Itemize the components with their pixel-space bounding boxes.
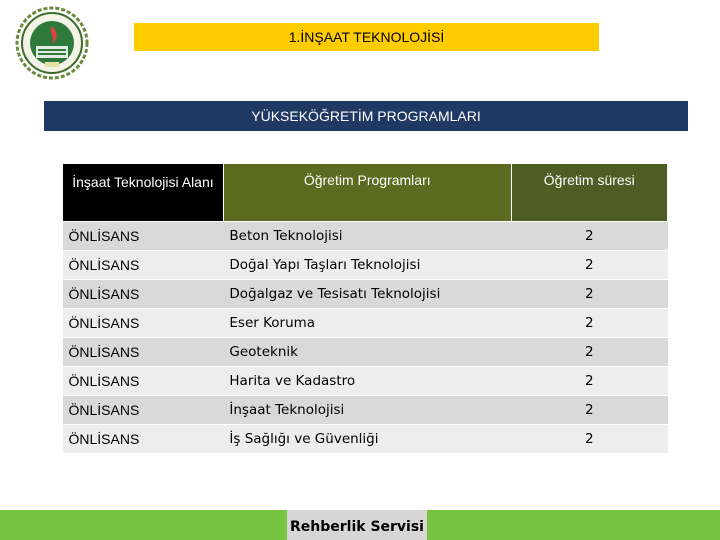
program-cell: İnşaat Teknolojisi [223, 396, 511, 425]
duration-cell: 2 [511, 338, 667, 367]
table-row [63, 280, 668, 309]
program-cell: Geoteknik [223, 338, 511, 367]
table-row [63, 367, 668, 396]
level-cell: ÖNLİSANS [63, 251, 224, 280]
duration-cell: 2 [511, 251, 667, 280]
program-cell: Doğal Yapı Taşları Teknolojisi [223, 251, 511, 280]
duration-cell: 2 [511, 280, 667, 309]
program-cell: İş Sağlığı ve Güvenliği [223, 425, 511, 454]
table-header-row [63, 164, 668, 222]
level-cell: ÖNLİSANS [63, 425, 224, 454]
column-header-programs: Öğretim Programları [223, 164, 511, 222]
duration-cell: 2 [511, 222, 667, 251]
level-cell: ÖNLİSANS [63, 396, 224, 425]
level-cell: ÖNLİSANS [63, 338, 224, 367]
level-cell: ÖNLİSANS [63, 367, 224, 396]
page-title [134, 23, 599, 51]
school-emblem-icon [8, 6, 96, 80]
program-cell: Beton Teknolojisi [223, 222, 511, 251]
table-row [63, 251, 668, 280]
program-cell: Harita ve Kadastro [223, 367, 511, 396]
level-cell: ÖNLİSANS [63, 222, 224, 251]
program-cell: Doğalgaz ve Tesisatı Teknolojisi [223, 280, 511, 309]
program-cell: Eser Koruma [223, 309, 511, 338]
column-header-field: İnşaat Teknolojisi Alanı [63, 164, 224, 222]
footer-label-text: Rehberlik Servisi [290, 519, 424, 535]
table-row [63, 222, 668, 251]
column-header-duration: Öğretim süresi [511, 164, 667, 222]
table-row [63, 396, 668, 425]
section-title-text: YÜKSEKÖĞRETİM PROGRAMLARI [251, 108, 481, 124]
table-row [63, 338, 668, 367]
duration-cell: 2 [511, 309, 667, 338]
duration-cell: 2 [511, 425, 667, 454]
page-title-text: 1.İNŞAAT TEKNOLOJİSİ [288, 29, 445, 45]
school-logo [8, 6, 96, 80]
footer-label [287, 510, 427, 540]
section-title [44, 101, 688, 131]
table-row [63, 425, 668, 454]
level-cell: ÖNLİSANS [63, 309, 224, 338]
duration-cell: 2 [511, 396, 667, 425]
table-row [63, 309, 668, 338]
duration-cell: 2 [511, 367, 667, 396]
level-cell: ÖNLİSANS [63, 280, 224, 309]
programs-table [62, 163, 668, 454]
